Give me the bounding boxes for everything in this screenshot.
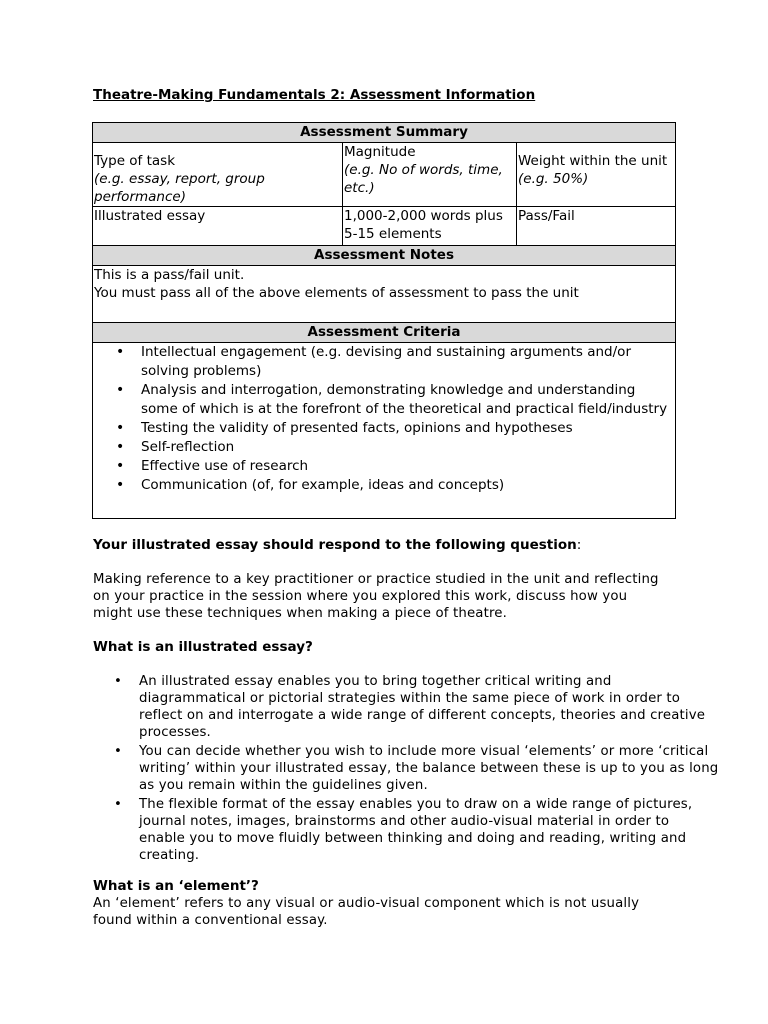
notes-line-1: This is a pass/fail unit.: [94, 267, 245, 283]
question-heading-text: Your illustrated essay should respond to the following question: [93, 537, 577, 553]
criteria-item: • Analysis and interrogation, demonstrating knowledge and understanding some of which is at the forefront of the theoretical and practical field/industry: [141, 381, 674, 419]
criteria-item: • Effective use of research: [141, 457, 674, 476]
illustrated-essay-section: [93, 673, 719, 866]
question-text: Making reference to a key practitioner or practice studied in the unit and reflecting on your practice in the session where you explored this work, discuss how you might use these techniques when making a piece of theatre.: [93, 572, 659, 621]
assessment-criteria-body: [93, 343, 676, 519]
assessment-summary-heading: Assessment Summary: [93, 123, 676, 143]
assessment-notes-body: [93, 266, 676, 323]
weight-header: [517, 143, 676, 207]
illustrated-essay-point: • You can decide whether you wish to include more visual ‘elements’ or more ‘critical writing’ within your illustrated essay, the balance between these is up to you as long as you remain within the guidelines given.: [139, 743, 719, 794]
illustrated-essay-point: • The flexible format of the essay enables you to draw on a wide range of pictures, journal notes, images, brainstorms and other audio-visual material in order to enable you to move fluidly between thinking and doing and reading, writing and creating.: [139, 796, 719, 864]
type-of-task-header: [93, 143, 343, 207]
document-title: Theatre-Making Fundamentals 2: Assessment Information: [93, 87, 536, 103]
question-heading: [93, 537, 581, 554]
criteria-item: • Intellectual engagement (e.g. devising and sustaining arguments and/or solving problems): [141, 343, 674, 381]
weight-label: Weight within the unit: [518, 153, 668, 169]
assessment-notes-heading: Assessment Notes: [93, 246, 676, 266]
type-of-task-label: Type of task: [94, 153, 176, 169]
magnitude-header: [343, 143, 517, 207]
notes-line-2: You must pass all of the above elements of assessment to pass the unit: [94, 285, 579, 301]
criteria-item: • Self-reflection: [141, 438, 674, 457]
weight-value: Pass/Fail: [517, 207, 676, 246]
magnitude-label: Magnitude: [344, 144, 416, 160]
criteria-list: [94, 343, 674, 495]
element-heading: What is an ‘element’?: [93, 878, 259, 894]
illustrated-essay-list: [93, 673, 719, 864]
criteria-item: • Testing the validity of presented facts, opinions and hypotheses: [141, 419, 674, 438]
criteria-item: • Communication (of, for example, ideas and concepts): [141, 476, 674, 495]
element-text: An ‘element’ refers to any visual or audio-visual component which is not usually found within a conventional essay.: [93, 896, 640, 928]
illustrated-essay-heading: What is an illustrated essay?: [93, 639, 313, 655]
magnitude-hint: (e.g. No of words, time, etc.): [344, 162, 503, 196]
task-type-value: Illustrated essay: [93, 207, 343, 246]
magnitude-value: 1,000-2,000 words plus 5-15 elements: [343, 207, 517, 246]
illustrated-essay-point: • An illustrated essay enables you to bring together critical writing and diagrammatical or pictorial strategies within the same piece of work in order to reflect on and interrogate a wide range of different concepts, theories and creative processes.: [139, 673, 719, 741]
question-heading-suffix: :: [576, 537, 582, 553]
type-of-task-hint: (e.g. essay, report, group performance): [94, 171, 265, 205]
assessment-table: [92, 122, 676, 519]
assessment-criteria-heading: Assessment Criteria: [93, 323, 676, 343]
weight-hint: (e.g. 50%): [518, 171, 589, 187]
